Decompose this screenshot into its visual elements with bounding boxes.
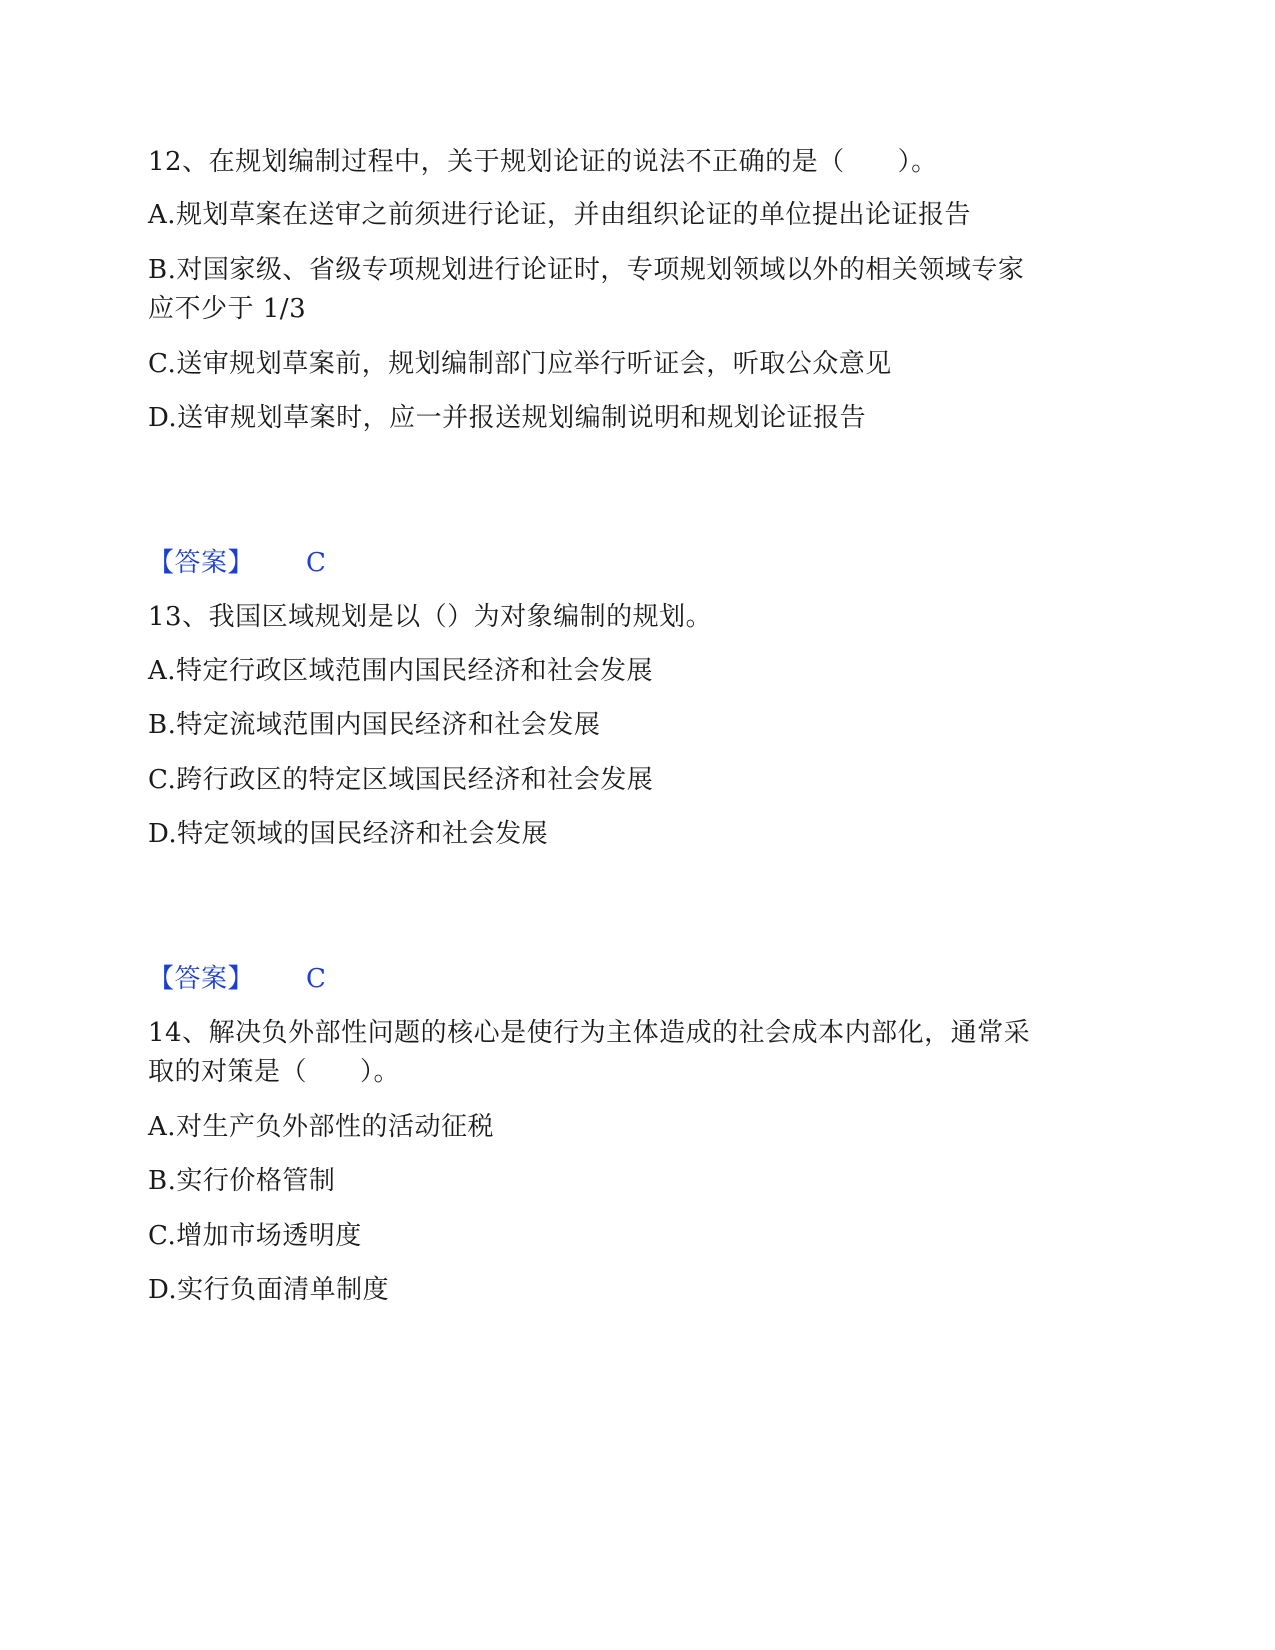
question-14-stem-cont: 取的对策是（ ）。 bbox=[148, 1057, 401, 1087]
answer-label: 【答案】 bbox=[148, 548, 255, 578]
question-12-option-c: C.送审规划草案前，规划编制部门应举行听证会，听取公众意见 bbox=[148, 349, 892, 379]
answer-value: C bbox=[306, 548, 327, 578]
question-13-stem: 13、我国区域规划是以（）为对象编制的规划。 bbox=[148, 602, 713, 632]
question-14-option-c: C.增加市场透明度 bbox=[148, 1221, 362, 1251]
question-12-stem: 12、在规划编制过程中，关于规划论证的说法不正确的是（ ）。 bbox=[148, 147, 938, 177]
question-14-option-b: B.实行价格管制 bbox=[148, 1166, 336, 1196]
question-12-answer bbox=[148, 544, 1128, 582]
question-13-option-a: A.特定行政区域范围内国民经济和社会发展 bbox=[148, 656, 654, 686]
question-13-option-d: D.特定领域的国民经济和社会发展 bbox=[148, 819, 549, 849]
question-12-option-b: B.对国家级、省级专项规划进行论证时，专项规划领域以外的相关领域专家 bbox=[148, 255, 1025, 285]
question-14-option-a: A.对生产负外部性的活动征税 bbox=[148, 1112, 495, 1142]
answer-value: C bbox=[306, 964, 327, 994]
question-13-answer bbox=[148, 960, 1128, 998]
question-12-option-a: A.规划草案在送审之前须进行论证，并由组织论证的单位提出论证报告 bbox=[148, 200, 972, 230]
question-13-option-c: C.跨行政区的特定区域国民经济和社会发展 bbox=[148, 765, 654, 795]
answer-label: 【答案】 bbox=[148, 964, 255, 994]
question-14-option-d: D.实行负面清单制度 bbox=[148, 1275, 390, 1305]
question-14-stem: 14、解决负外部性问题的核心是使行为主体造成的社会成本内部化，通常采 bbox=[148, 1018, 1031, 1048]
question-13-option-b: B.特定流域范围内国民经济和社会发展 bbox=[148, 710, 601, 740]
question-12-option-b-cont: 应不少于 1/3 bbox=[148, 294, 307, 324]
question-12-option-d: D.送审规划草案时，应一并报送规划编制说明和规划论证报告 bbox=[148, 403, 867, 433]
